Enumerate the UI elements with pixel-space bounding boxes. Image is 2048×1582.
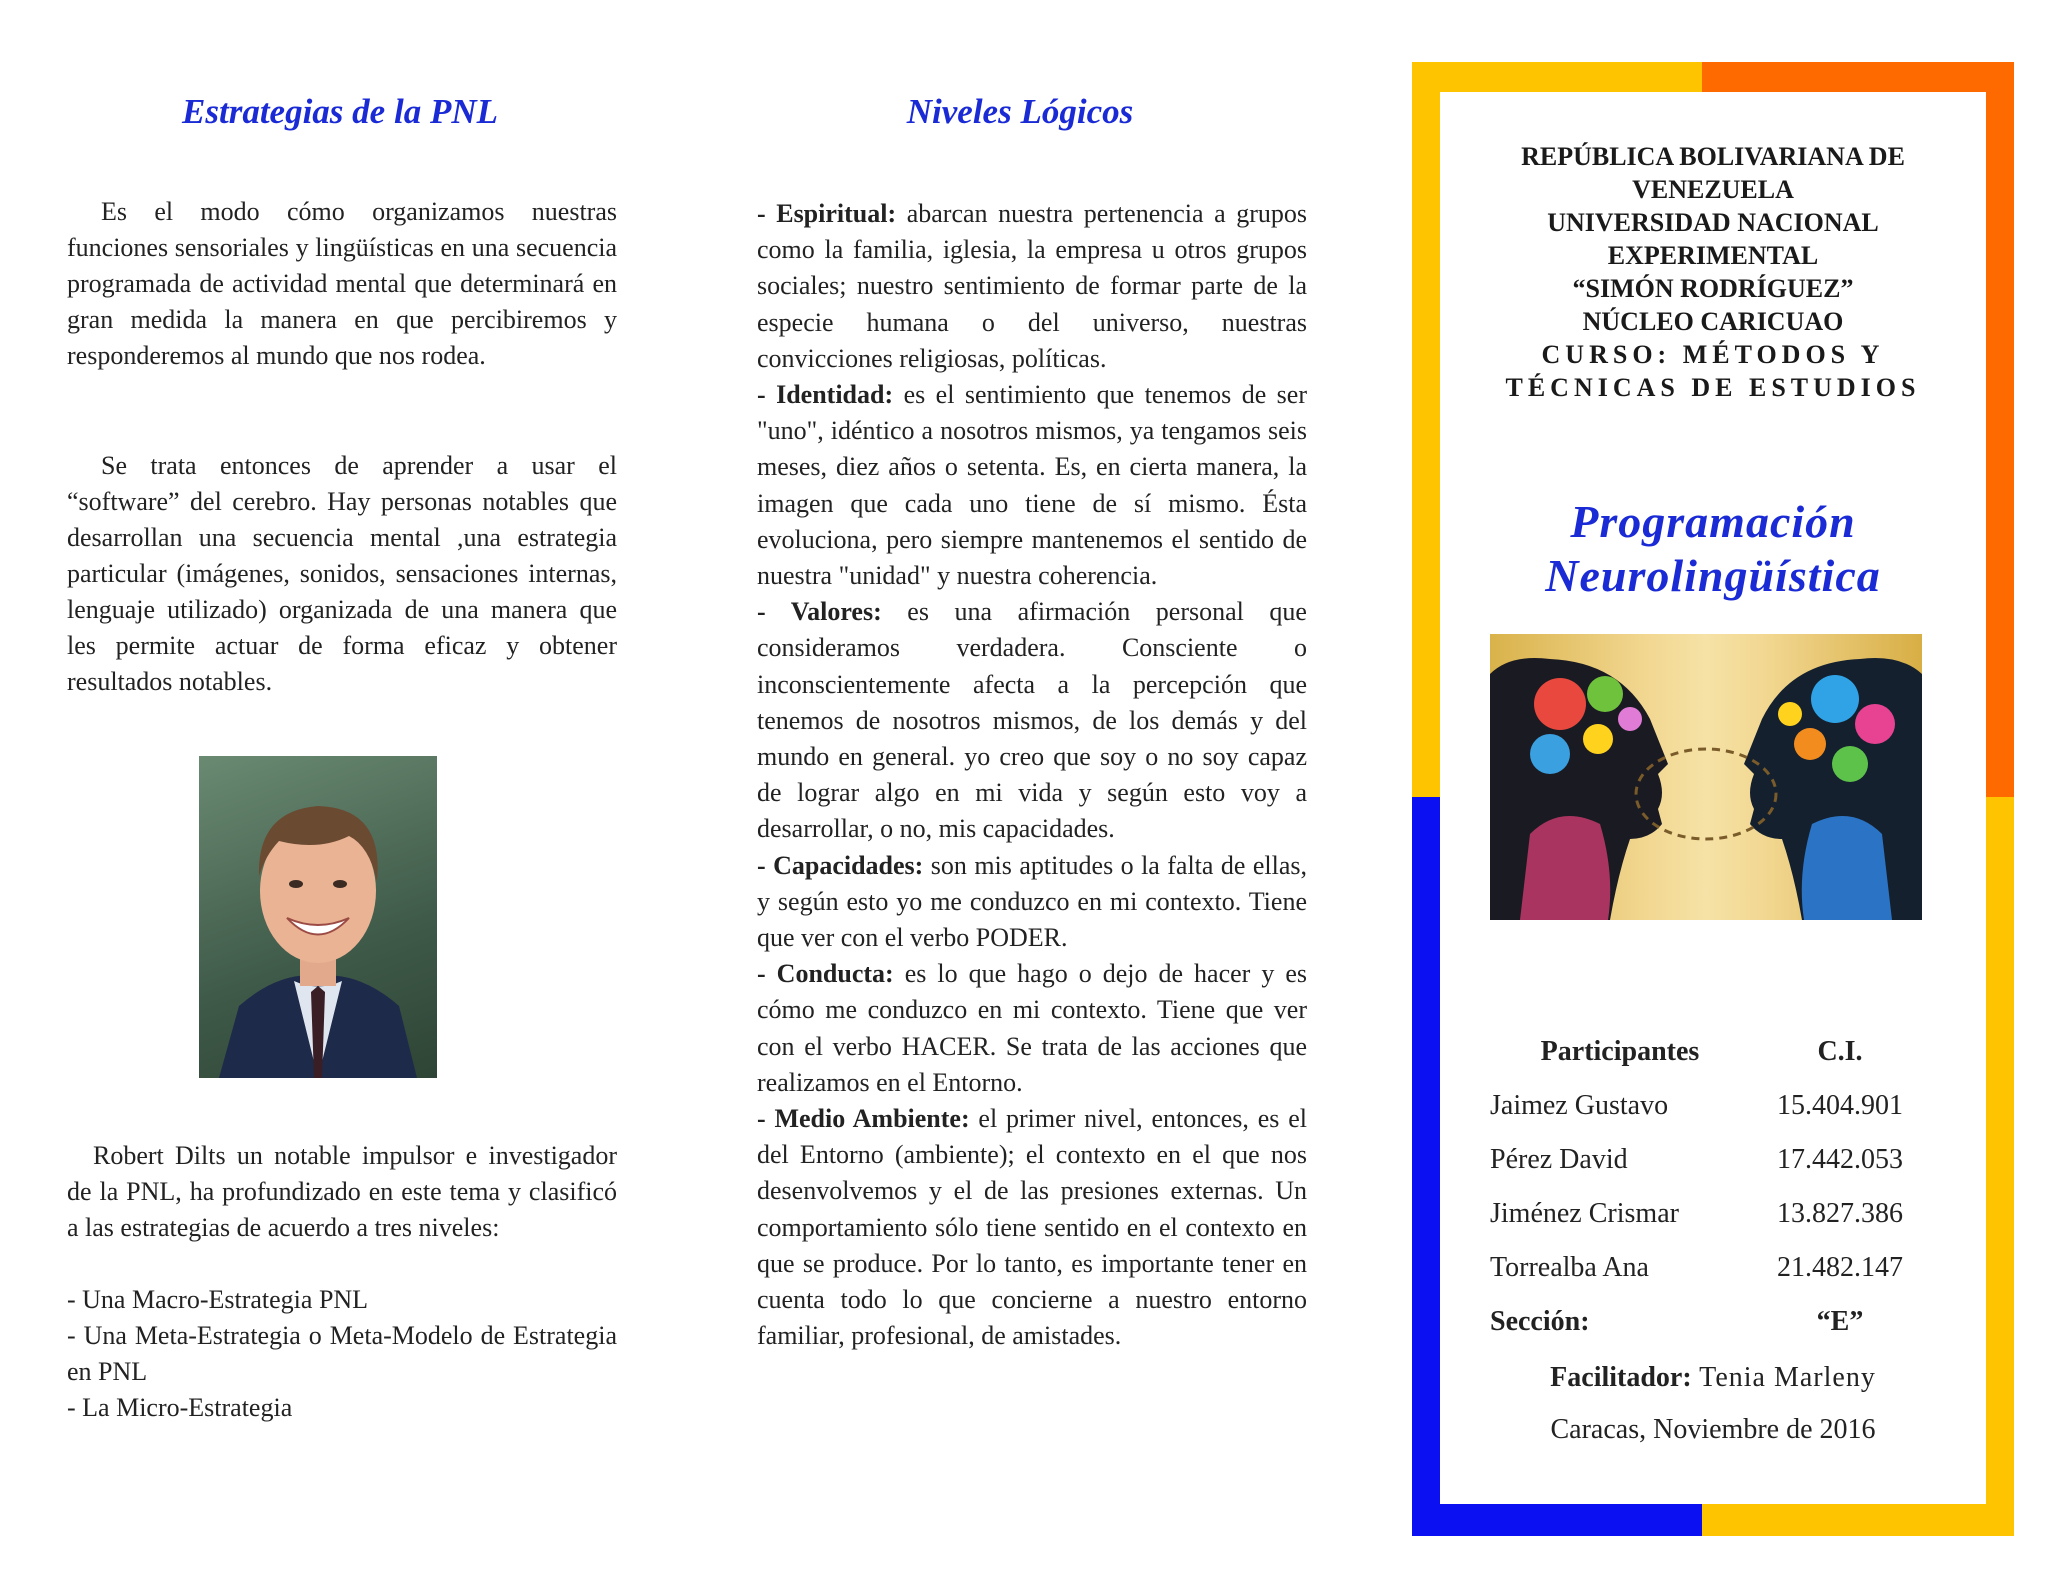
table-row — [1490, 1241, 1920, 1295]
participants-header: Participantes — [1540, 1036, 1700, 1067]
list-item: - Una Meta-Estrategia o Meta-Modelo de Estrategia en PNL — [67, 1321, 617, 1386]
participant-ci: 15.404.901 — [1777, 1090, 1903, 1121]
header-line: REPÚBLICA BOLIVARIANA DE — [1521, 142, 1905, 171]
facilitator-name: Tenia Marleny — [1691, 1362, 1876, 1393]
level-espiritual: - Espiritual: abarcan nuestra pertenencia a grupos como la familia, iglesia, la empresa u otros grupos sociales; nuestro sentimiento de formar parte de la especie humana o del universo, nuestras convicciones religiosas, políticas. — [757, 199, 1307, 373]
participant-name: Torrealba Ana — [1490, 1252, 1649, 1283]
portrait-illustration — [199, 756, 437, 1078]
title-line: Programación — [1570, 496, 1856, 547]
place-date: Caracas, Noviembre de 2016 — [1550, 1414, 1876, 1445]
frame-top-right-orange — [1702, 62, 2012, 92]
course-line: CURSO: MÉTODOS Y — [1541, 340, 1885, 369]
frame-right-yellow — [1986, 797, 2014, 1536]
course-line: TÉCNICAS DE ESTUDIOS — [1505, 373, 1921, 402]
level-identidad: - Identidad: es el sentimiento que tenemos de ser "uno", idéntico a nosotros mismos, ya tengamos seis meses, diez años o setenta. Es, en cierta manera, la imagen que cada uno tiene de sí mismo. Ésta evoluciona, pero siempre mantenemos el sentido de nuestra "unidad" y nuestra coherencia. — [757, 380, 1307, 591]
left-paragraph-2: Se trata entonces de aprender a usar el “software” del cerebro. Hay personas notables que desarrollan una secuencia mental ,una estrategia particular (imágenes, sonidos, sensaciones internas, lenguaje utilizado) organizada de una manera que les permite actuar de forma eficaz y obtener resultados notables. — [67, 451, 617, 696]
level-valores: - Valores: es una afirmación personal que consideramos verdadera. Consciente o inconscientemente afecta a la percepción que tenemos de nosotros mismos, de los demás y del mundo en general. yo creo que soy o no soy capaz de lograr algo en mi vida y según esto voy a desarrollar, o no, mis capacidades. — [757, 597, 1307, 844]
facilitator-line — [1440, 1362, 1986, 1394]
frame-top-left-yellow — [1412, 62, 1702, 92]
section-value: “E” — [1816, 1306, 1864, 1337]
table-row — [1490, 1079, 1920, 1133]
list-item: - Una Macro-Estrategia PNL — [67, 1285, 369, 1314]
header-line: VENEZUELA — [1632, 175, 1794, 204]
frame-bottom-blue — [1412, 1504, 1702, 1536]
list-item: - La Micro-Estrategia — [67, 1393, 293, 1422]
left-heading: Estrategias de la PNL — [182, 92, 498, 131]
participant-ci: 21.482.147 — [1777, 1252, 1903, 1283]
participant-name: Jiménez Crismar — [1490, 1198, 1679, 1229]
pnl-heads-image — [1490, 634, 1922, 920]
participant-ci: 13.827.386 — [1777, 1198, 1903, 1229]
frame-bottom-yellow — [1702, 1504, 2014, 1536]
participant-name: Pérez David — [1490, 1144, 1628, 1175]
facilitator-label: Facilitador: — [1550, 1362, 1692, 1393]
strategy-list — [67, 1282, 617, 1426]
participants-table — [1490, 1025, 1920, 1349]
section-row — [1490, 1295, 1920, 1349]
participant-name: Jaimez Gustavo — [1490, 1090, 1669, 1121]
level-medio-ambiente: - Medio Ambiente: el primer nivel, entonces, es el del Entorno (ambiente); el contexto en el que nos desenvolvemos y el de las presiones externas. Un comportamiento sólo tiene sentido en el contexto en que se produce. Por lo tanto, es importante tener en cuenta todo lo que concierne a nuestro entorno familiar, profesional, de amistades. — [757, 1104, 1307, 1351]
frame-right-orange — [1986, 62, 2014, 797]
level-conducta: - Conducta: es lo que hago o dejo de hacer y es cómo me conduzco en mi contexto. Tiene que ver con el verbo HACER. Se trata de las acciones que realizamos en el Entorno. — [757, 959, 1308, 1097]
frame-left-yellow — [1412, 62, 1440, 797]
ci-header: C.I. — [1817, 1036, 1863, 1067]
heads-illustration — [1490, 634, 1922, 920]
middle-heading: Niveles Lógicos — [906, 92, 1134, 131]
title-line: Neurolingüística — [1545, 550, 1881, 601]
left-paragraph-1: Es el modo cómo organizamos nuestras funciones sensoriales y lingüísticas en una secuencia programada de actividad mental que determinará en gran medida la manera en que percibiremos y responderemos al mundo que nos rodea. — [67, 197, 617, 370]
left-paragraph-3: Robert Dilts un notable impulsor e investigador de la PNL, ha profundizado en este tema y clasificó a las estrategias de acuerdo a tres niveles: — [67, 1141, 617, 1242]
table-row — [1490, 1133, 1920, 1187]
table-row — [1490, 1187, 1920, 1241]
header-line: EXPERIMENTAL — [1607, 241, 1819, 270]
logical-levels-text — [757, 196, 1307, 1355]
level-capacidades: - Capacidades: son mis aptitudes o la falta de ellas, y según esto yo me conduzco en mi contexto. Tiene que ver con el verbo PODER. — [757, 850, 1308, 953]
header-line: “SIMÓN RODRÍGUEZ” — [1572, 274, 1854, 303]
cover-title — [1440, 495, 1986, 603]
section-label: Sección: — [1490, 1306, 1590, 1337]
robert-dilts-photo — [199, 756, 437, 1078]
header-line: UNIVERSIDAD NACIONAL — [1547, 208, 1879, 237]
participant-ci: 17.442.053 — [1777, 1144, 1903, 1175]
institution-header — [1440, 140, 1986, 404]
table-header — [1490, 1025, 1920, 1079]
frame-left-blue — [1412, 797, 1440, 1536]
header-line: NÚCLEO CARICUAO — [1582, 307, 1844, 336]
